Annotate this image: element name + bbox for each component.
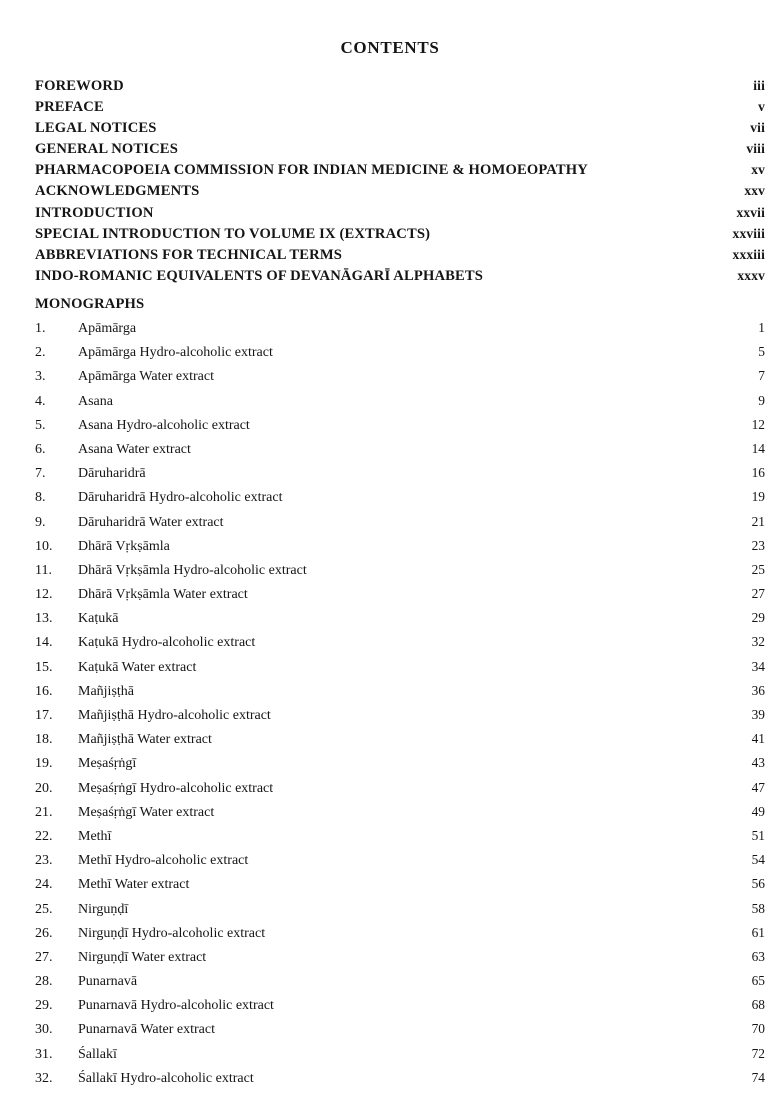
front-matter-entry[interactable] — [35, 268, 765, 289]
monograph-entry[interactable] — [35, 876, 765, 900]
monograph-entry-number: 5. — [35, 417, 46, 433]
monograph-entry-title: Mañjiṣṭhā Hydro-alcoholic extract — [78, 708, 271, 723]
monograph-entry-number: 6. — [35, 441, 46, 457]
monograph-entry-title: Mañjiṣṭhā Water extract — [78, 732, 212, 748]
monograph-entry-number: 24. — [35, 877, 53, 893]
monograph-entry-title: Dāruharidrā Hydro-alcoholic extract — [78, 490, 283, 506]
monograph-entry-number: 20. — [35, 780, 53, 796]
page-title: CONTENTS — [340, 38, 440, 57]
monograph-entry-title: Apāmārga — [78, 321, 137, 336]
monograph-entry-title: Meṣaśṛṅgī Water extract — [78, 804, 215, 820]
monograph-entry-number: 22. — [35, 828, 53, 844]
front-matter-entry[interactable] — [35, 247, 765, 268]
monograph-entry-title: Apāmārga Water extract — [78, 369, 214, 385]
front-matter-entry-page: xxv — [744, 183, 765, 199]
monograph-entry[interactable] — [35, 562, 765, 586]
front-matter-entry-label: GENERAL NOTICES — [35, 141, 178, 158]
monograph-entry-page: 5 — [758, 344, 765, 360]
monograph-entry[interactable] — [35, 489, 765, 513]
monograph-entry-title: Punarnavā — [78, 974, 138, 990]
front-matter-entry-label: INDO-ROMANIC EQUIVALENTS OF DEVANĀGARĪ ALPHABETS — [35, 267, 484, 284]
monograph-entry-number: 16. — [35, 683, 53, 699]
front-matter-entry-page: vii — [750, 120, 765, 136]
monograph-entry-title: Methī — [78, 828, 112, 844]
monograph-entry-page: 32 — [751, 634, 765, 650]
monograph-entry[interactable] — [35, 441, 765, 465]
front-matter-entry[interactable] — [35, 120, 765, 141]
monograph-entry-page: 54 — [751, 852, 765, 868]
monograph-entry-page: 36 — [751, 682, 765, 698]
monograph-entry-number: 26. — [35, 925, 53, 941]
monograph-entry-number: 21. — [35, 804, 53, 820]
monograph-entry-number: 13. — [35, 611, 53, 627]
monograph-entry[interactable] — [35, 514, 765, 538]
monograph-entry-number: 30. — [35, 1022, 53, 1038]
front-matter-entry-page: xxxiii — [732, 246, 765, 262]
front-matter-entry-label: ACKNOWLEDGMENTS — [35, 183, 200, 200]
monograph-entry-title: Dhārā Vṛkṣāmla Hydro-alcoholic extract — [78, 562, 307, 578]
front-matter-entry-label: PHARMACOPOEIA COMMISSION FOR INDIAN MEDICINE & HOMOEOPATHY — [35, 162, 588, 179]
monograph-entry-page: 1 — [758, 320, 765, 335]
front-matter-entry-page: iii — [753, 78, 765, 93]
monograph-entry[interactable] — [35, 997, 765, 1021]
monograph-entry-number: 3. — [35, 369, 46, 385]
monograph-entry[interactable] — [35, 417, 765, 441]
front-matter-entry-page: xxxv — [737, 267, 765, 283]
monograph-entry-page: 19 — [751, 489, 765, 505]
front-matter-entry-page: xv — [751, 162, 765, 178]
monograph-entry-page: 27 — [751, 586, 765, 602]
monograph-entry[interactable] — [35, 707, 765, 731]
monograph-entry[interactable] — [35, 1021, 765, 1045]
monograph-entry-page: 14 — [751, 440, 765, 456]
monograph-entry[interactable] — [35, 925, 765, 949]
front-matter-entry[interactable] — [35, 226, 765, 247]
monograph-entry[interactable] — [35, 320, 765, 344]
monograph-entry-number: 29. — [35, 998, 53, 1014]
monograph-entry-title: Methī Water extract — [78, 877, 190, 893]
monograph-entry[interactable] — [35, 393, 765, 417]
monograph-entry[interactable] — [35, 344, 765, 368]
monograph-entry-page: 43 — [751, 755, 765, 771]
monograph-entry-title: Dāruharidrā — [78, 466, 146, 482]
front-matter-entry-label: ABBREVIATIONS FOR TECHNICAL TERMS — [35, 246, 343, 263]
monograph-entry-page: 51 — [751, 827, 765, 843]
monograph-entry-number: 12. — [35, 587, 53, 603]
monograph-entry[interactable] — [35, 465, 765, 489]
monograph-entry-number: 7. — [35, 466, 46, 482]
monograph-entry-title: Nirguṇḍī — [78, 901, 129, 917]
monograph-entry-title: Śallakī — [78, 1046, 117, 1062]
monograph-entry[interactable] — [35, 634, 765, 658]
monograph-entry-title: Punarnavā Water extract — [78, 1022, 215, 1038]
monograph-entry[interactable] — [35, 804, 765, 828]
monograph-entry-number: 11. — [35, 562, 52, 578]
monograph-entry-title: Nirguṇḍī Water extract — [78, 949, 207, 965]
monograph-entry-page: 72 — [751, 1045, 765, 1061]
monograph-entry-page: 12 — [751, 416, 765, 432]
monograph-entry-number: 17. — [35, 708, 53, 723]
monograph-entry-page: 39 — [751, 707, 765, 722]
monograph-entry-page: 29 — [751, 610, 765, 626]
monograph-entry[interactable] — [35, 828, 765, 852]
monograph-entry-page: 70 — [751, 1021, 765, 1037]
monograph-entry-page: 7 — [758, 368, 765, 384]
front-matter-entry-page: xxvii — [736, 204, 765, 220]
monograph-entry-title: Kaṭukā Water extract — [78, 659, 197, 675]
monograph-entry-title: Kaṭukā Hydro-alcoholic extract — [78, 635, 256, 651]
monograph-entry-page: 23 — [751, 537, 765, 553]
front-matter-entry-label: FOREWORD — [35, 78, 124, 94]
front-matter-entry-label: PREFACE — [35, 99, 104, 116]
monograph-entry-title: Asana Hydro-alcoholic extract — [78, 417, 250, 433]
monograph-entry-page: 68 — [751, 997, 765, 1013]
monograph-entry-title: Apāmārga Hydro-alcoholic extract — [78, 345, 273, 361]
monograph-entry[interactable] — [35, 973, 765, 997]
monograph-entry[interactable] — [35, 731, 765, 755]
monograph-entry-page: 49 — [751, 803, 765, 819]
monograph-entry[interactable] — [35, 901, 765, 925]
monograph-entry-number: 14. — [35, 635, 53, 651]
monograph-entry-page: 56 — [751, 876, 765, 892]
front-matter-entry[interactable] — [35, 141, 765, 162]
monograph-entry-title: Methī Hydro-alcoholic extract — [78, 853, 249, 869]
monograph-entry-number: 25. — [35, 901, 53, 917]
monograph-entry-page: 9 — [758, 392, 765, 408]
monograph-entry-title: Śallakī Hydro-alcoholic extract — [78, 1070, 254, 1086]
monograph-entry-title: Meṣaśṛṅgī — [78, 756, 137, 772]
front-matter-entry-page: v — [758, 99, 765, 115]
monograph-entry-page: 61 — [751, 924, 765, 940]
monograph-entry-title: Nirguṇḍī Hydro-alcoholic extract — [78, 925, 266, 941]
monograph-entry-number: 10. — [35, 538, 53, 554]
monograph-entry[interactable] — [35, 538, 765, 562]
monograph-entry-page: 16 — [751, 465, 765, 481]
monograph-entry-number: 28. — [35, 974, 53, 990]
monograph-entry[interactable] — [35, 852, 765, 876]
monographs-list — [35, 320, 765, 1094]
front-matter-entry[interactable] — [35, 78, 765, 99]
front-matter-list — [35, 78, 765, 289]
monograph-entry[interactable] — [35, 683, 765, 707]
monograph-entry-title: Asana Water extract — [78, 441, 191, 457]
monograph-entry-number: 18. — [35, 732, 53, 748]
monograph-entry-page: 58 — [751, 900, 765, 916]
monographs-section-heading: MONOGRAPHS — [35, 296, 145, 312]
monograph-entry-title: Punarnavā Hydro-alcoholic extract — [78, 998, 274, 1014]
monograph-entry-number: 9. — [35, 514, 46, 530]
monograph-entry-page: 65 — [751, 973, 765, 989]
front-matter-entry-page: xxviii — [732, 225, 765, 241]
monograph-entry-page: 41 — [751, 731, 765, 747]
monograph-entry-number: 15. — [35, 659, 53, 675]
monograph-entry[interactable] — [35, 755, 765, 779]
monograph-entry[interactable] — [35, 949, 765, 973]
monograph-entry[interactable] — [35, 780, 765, 804]
monograph-entry-title: Kaṭukā — [78, 611, 119, 627]
front-matter-entry-label: LEGAL NOTICES — [35, 120, 157, 137]
monograph-entry-page: 63 — [751, 948, 765, 964]
front-matter-entry-page: viii — [746, 141, 765, 157]
front-matter-entry[interactable] — [35, 99, 765, 120]
front-matter-entry-label: INTRODUCTION — [35, 204, 154, 221]
monograph-entry[interactable] — [35, 610, 765, 634]
monograph-entry-number: 1. — [35, 321, 46, 336]
monograph-entry[interactable] — [35, 1070, 765, 1094]
monograph-entry-page: 74 — [751, 1069, 765, 1085]
monograph-entry-number: 2. — [35, 345, 46, 361]
monograph-entry-title: Dhārā Vṛkṣāmla Water extract — [78, 587, 248, 603]
monograph-entry-title: Meṣaśṛṅgī Hydro-alcoholic extract — [78, 780, 274, 796]
monograph-entry-number: 32. — [35, 1070, 53, 1086]
monograph-entry-title: Asana — [78, 393, 113, 409]
monograph-entry-number: 31. — [35, 1046, 53, 1062]
monograph-entry-title: Mañjiṣṭhā — [78, 683, 134, 699]
monograph-entry-number: 4. — [35, 393, 46, 409]
monograph-entry-page: 21 — [751, 513, 765, 529]
front-matter-entry[interactable] — [35, 183, 765, 204]
front-matter-entry[interactable] — [35, 205, 765, 226]
monograph-entry[interactable] — [35, 586, 765, 610]
monograph-entry[interactable] — [35, 659, 765, 683]
monograph-entry-title: Dhārā Vṛkṣāmla — [78, 538, 170, 554]
monograph-entry-page: 34 — [751, 658, 765, 674]
monograph-entry-page: 25 — [751, 561, 765, 577]
monograph-entry-title: Dāruharidrā Water extract — [78, 514, 224, 530]
monograph-entry[interactable] — [35, 1046, 765, 1070]
monograph-entry-page: 47 — [751, 779, 765, 795]
monograph-entry[interactable] — [35, 368, 765, 392]
front-matter-entry[interactable] — [35, 162, 765, 183]
monograph-entry-number: 23. — [35, 853, 53, 869]
monograph-entry-number: 19. — [35, 756, 53, 772]
monograph-entry-number: 8. — [35, 490, 46, 506]
monograph-entry-number: 27. — [35, 949, 53, 965]
front-matter-entry-label: SPECIAL INTRODUCTION TO VOLUME IX (EXTRACTS) — [35, 225, 431, 242]
